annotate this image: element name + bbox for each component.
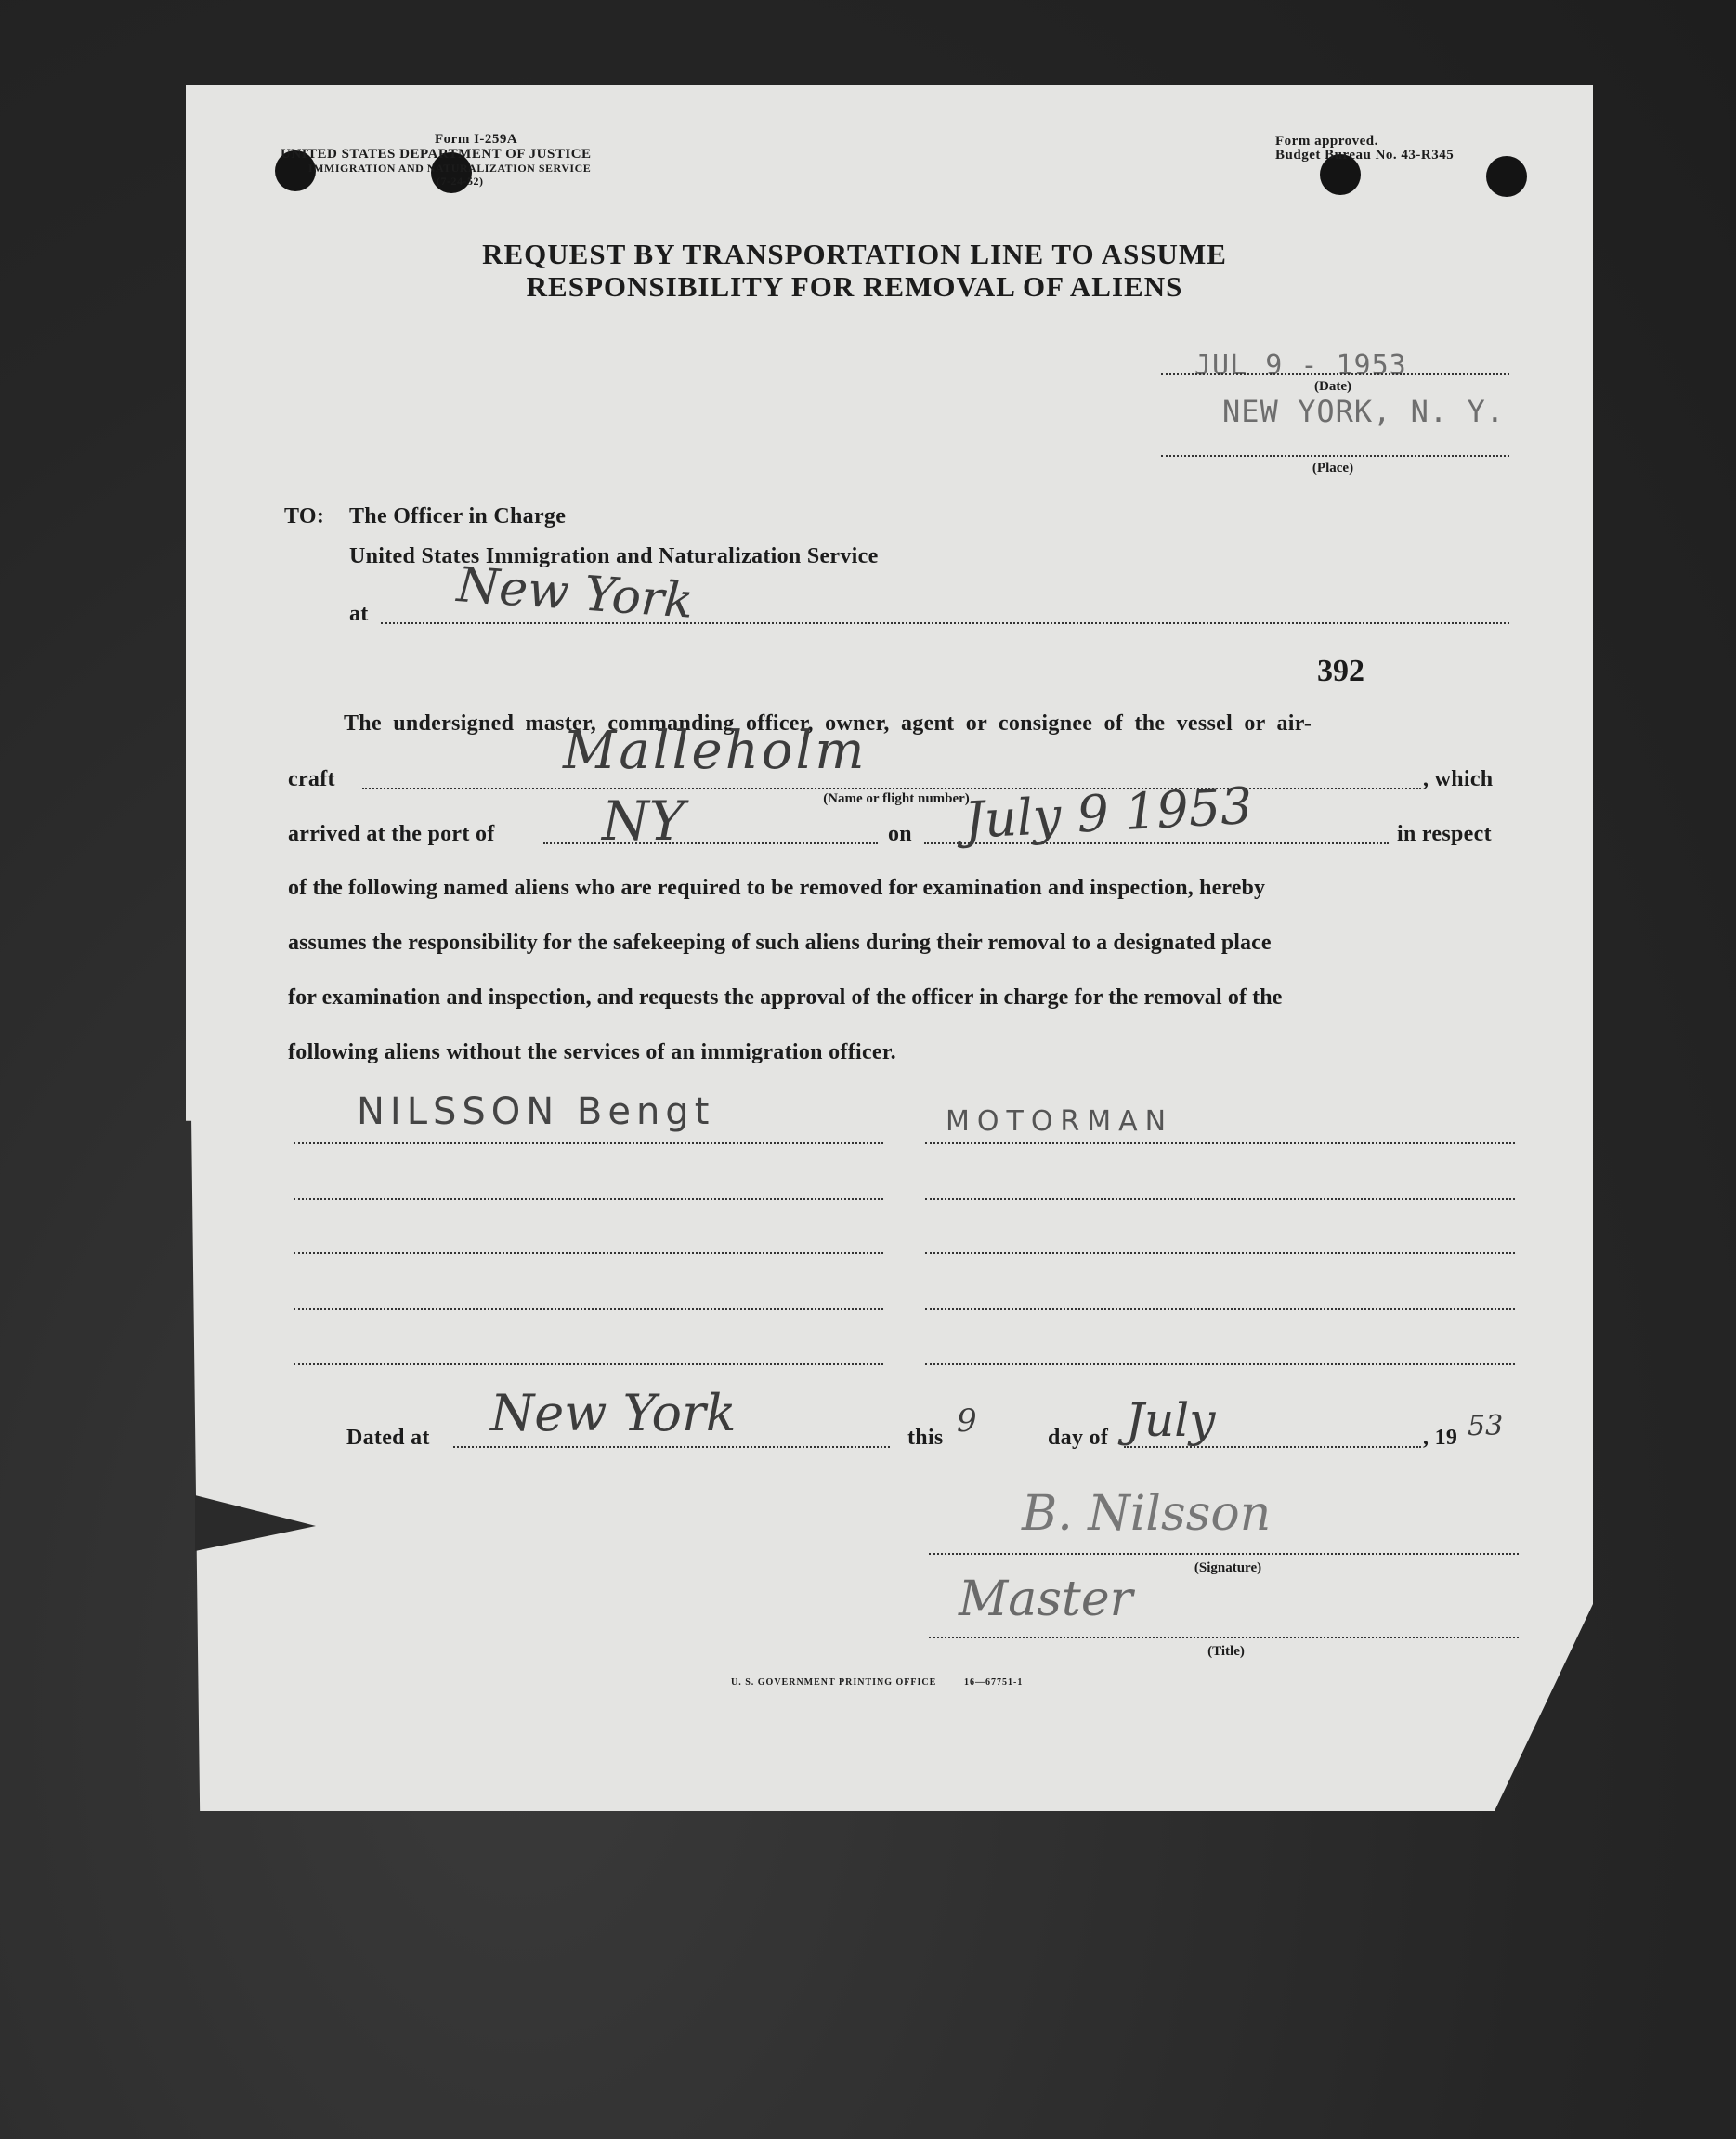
at-label: at	[349, 602, 369, 626]
which-label: , which	[1423, 767, 1494, 791]
alien-occupation-line	[925, 1198, 1515, 1200]
alien-name-line	[294, 1198, 883, 1200]
body-line-6: for examination and inspection, and requests the approval of the officer in charge for the removal of the	[288, 985, 1283, 1010]
body-line-4: of the following named aliens who are required to be removed for examination and inspection, hereby	[288, 876, 1266, 900]
alien-name-line	[294, 1142, 883, 1144]
name-caption: (Name or flight number)	[823, 791, 970, 806]
place-line	[1161, 455, 1509, 457]
craft-label: craft	[288, 767, 335, 791]
punch-hole	[1486, 156, 1527, 197]
port-handwritten: NY	[602, 789, 685, 853]
year-prefix: , 19	[1423, 1426, 1458, 1450]
arrival-date-handwritten: July 9 1953	[962, 776, 1254, 850]
dated-place-handwritten: New York	[490, 1384, 737, 1442]
to-label: TO:	[284, 504, 325, 528]
day-of-label: day of	[1048, 1426, 1109, 1450]
alien-name-line	[294, 1308, 883, 1310]
printing-office: U. S. GOVERNMENT PRINTING OFFICE	[731, 1677, 937, 1688]
date-stamp: JUL 9 - 1953	[1194, 349, 1407, 382]
form-approved: Form approved.	[1275, 134, 1378, 149]
dated-at-label: Dated at	[346, 1426, 430, 1450]
agency-name: UNITED STATES DEPARTMENT OF JUSTICE	[281, 147, 592, 162]
body-line-7: following aliens without the services of an immigration officer.	[288, 1040, 896, 1064]
agency-service: IMMIGRATION AND NATURALIZATION SERVICE	[308, 162, 592, 175]
month-handwritten: July	[1126, 1393, 1216, 1447]
form-title-line2: RESPONSIBILITY FOR REMOVAL OF ALIENS	[526, 270, 1183, 303]
signature-line	[929, 1553, 1519, 1555]
craft-line	[362, 788, 1421, 789]
title-line	[929, 1637, 1519, 1638]
date-line	[1161, 373, 1509, 375]
body-line-1: The undersigned master, commanding officer, owner, agent or consignee of the vessel or air-	[344, 711, 1312, 736]
budget-bureau-number: Budget Bureau No. 43-R345	[1275, 148, 1455, 163]
alien-occupation-line	[925, 1142, 1515, 1144]
alien-name-line	[294, 1252, 883, 1254]
year-handwritten: 53	[1468, 1410, 1504, 1442]
form-title-line1: REQUEST BY TRANSPORTATION LINE TO ASSUME	[482, 238, 1227, 270]
service-name: United States Immigration and Naturalization Service	[349, 544, 879, 568]
form-number: Form I-259A	[435, 132, 518, 147]
form-revision: (7-24-52)	[437, 175, 484, 188]
officer-in-charge: The Officer in Charge	[349, 504, 567, 528]
place-caption: (Place)	[1312, 461, 1354, 476]
signature-handwritten: B. Nilsson	[1022, 1486, 1272, 1542]
at-value-handwritten: New York	[455, 557, 696, 630]
print-code: 16—67751-1	[964, 1677, 1024, 1688]
place-stamp: NEW YORK, N. Y.	[1222, 394, 1505, 429]
alien-name-line	[294, 1363, 883, 1365]
record-number: 392	[1317, 654, 1364, 688]
port-line	[543, 842, 878, 844]
day-handwritten: 9	[957, 1402, 977, 1440]
signature-caption: (Signature)	[1194, 1560, 1262, 1575]
alien-name-handwritten: NILSSON Bengt	[357, 1090, 715, 1133]
dated-place-line	[453, 1446, 890, 1448]
alien-occupation-line	[925, 1252, 1515, 1254]
at-line	[381, 622, 1509, 624]
respect-label: in respect	[1397, 822, 1492, 846]
on-label: on	[888, 822, 912, 846]
alien-occupation-line	[925, 1363, 1515, 1365]
date-caption: (Date)	[1314, 379, 1351, 394]
this-label: this	[907, 1426, 944, 1450]
title-handwritten: Master	[959, 1572, 1133, 1627]
alien-occupation-handwritten: MOTORMAN	[946, 1105, 1174, 1138]
arrived-label: arrived at the port of	[288, 822, 495, 846]
alien-occupation-line	[925, 1308, 1515, 1310]
title-caption: (Title)	[1207, 1644, 1245, 1659]
vessel-name-handwritten: Malleholm	[563, 721, 868, 781]
body-line-5: assumes the responsibility for the safekeeping of such aliens during their removal to a designated place	[288, 931, 1272, 955]
